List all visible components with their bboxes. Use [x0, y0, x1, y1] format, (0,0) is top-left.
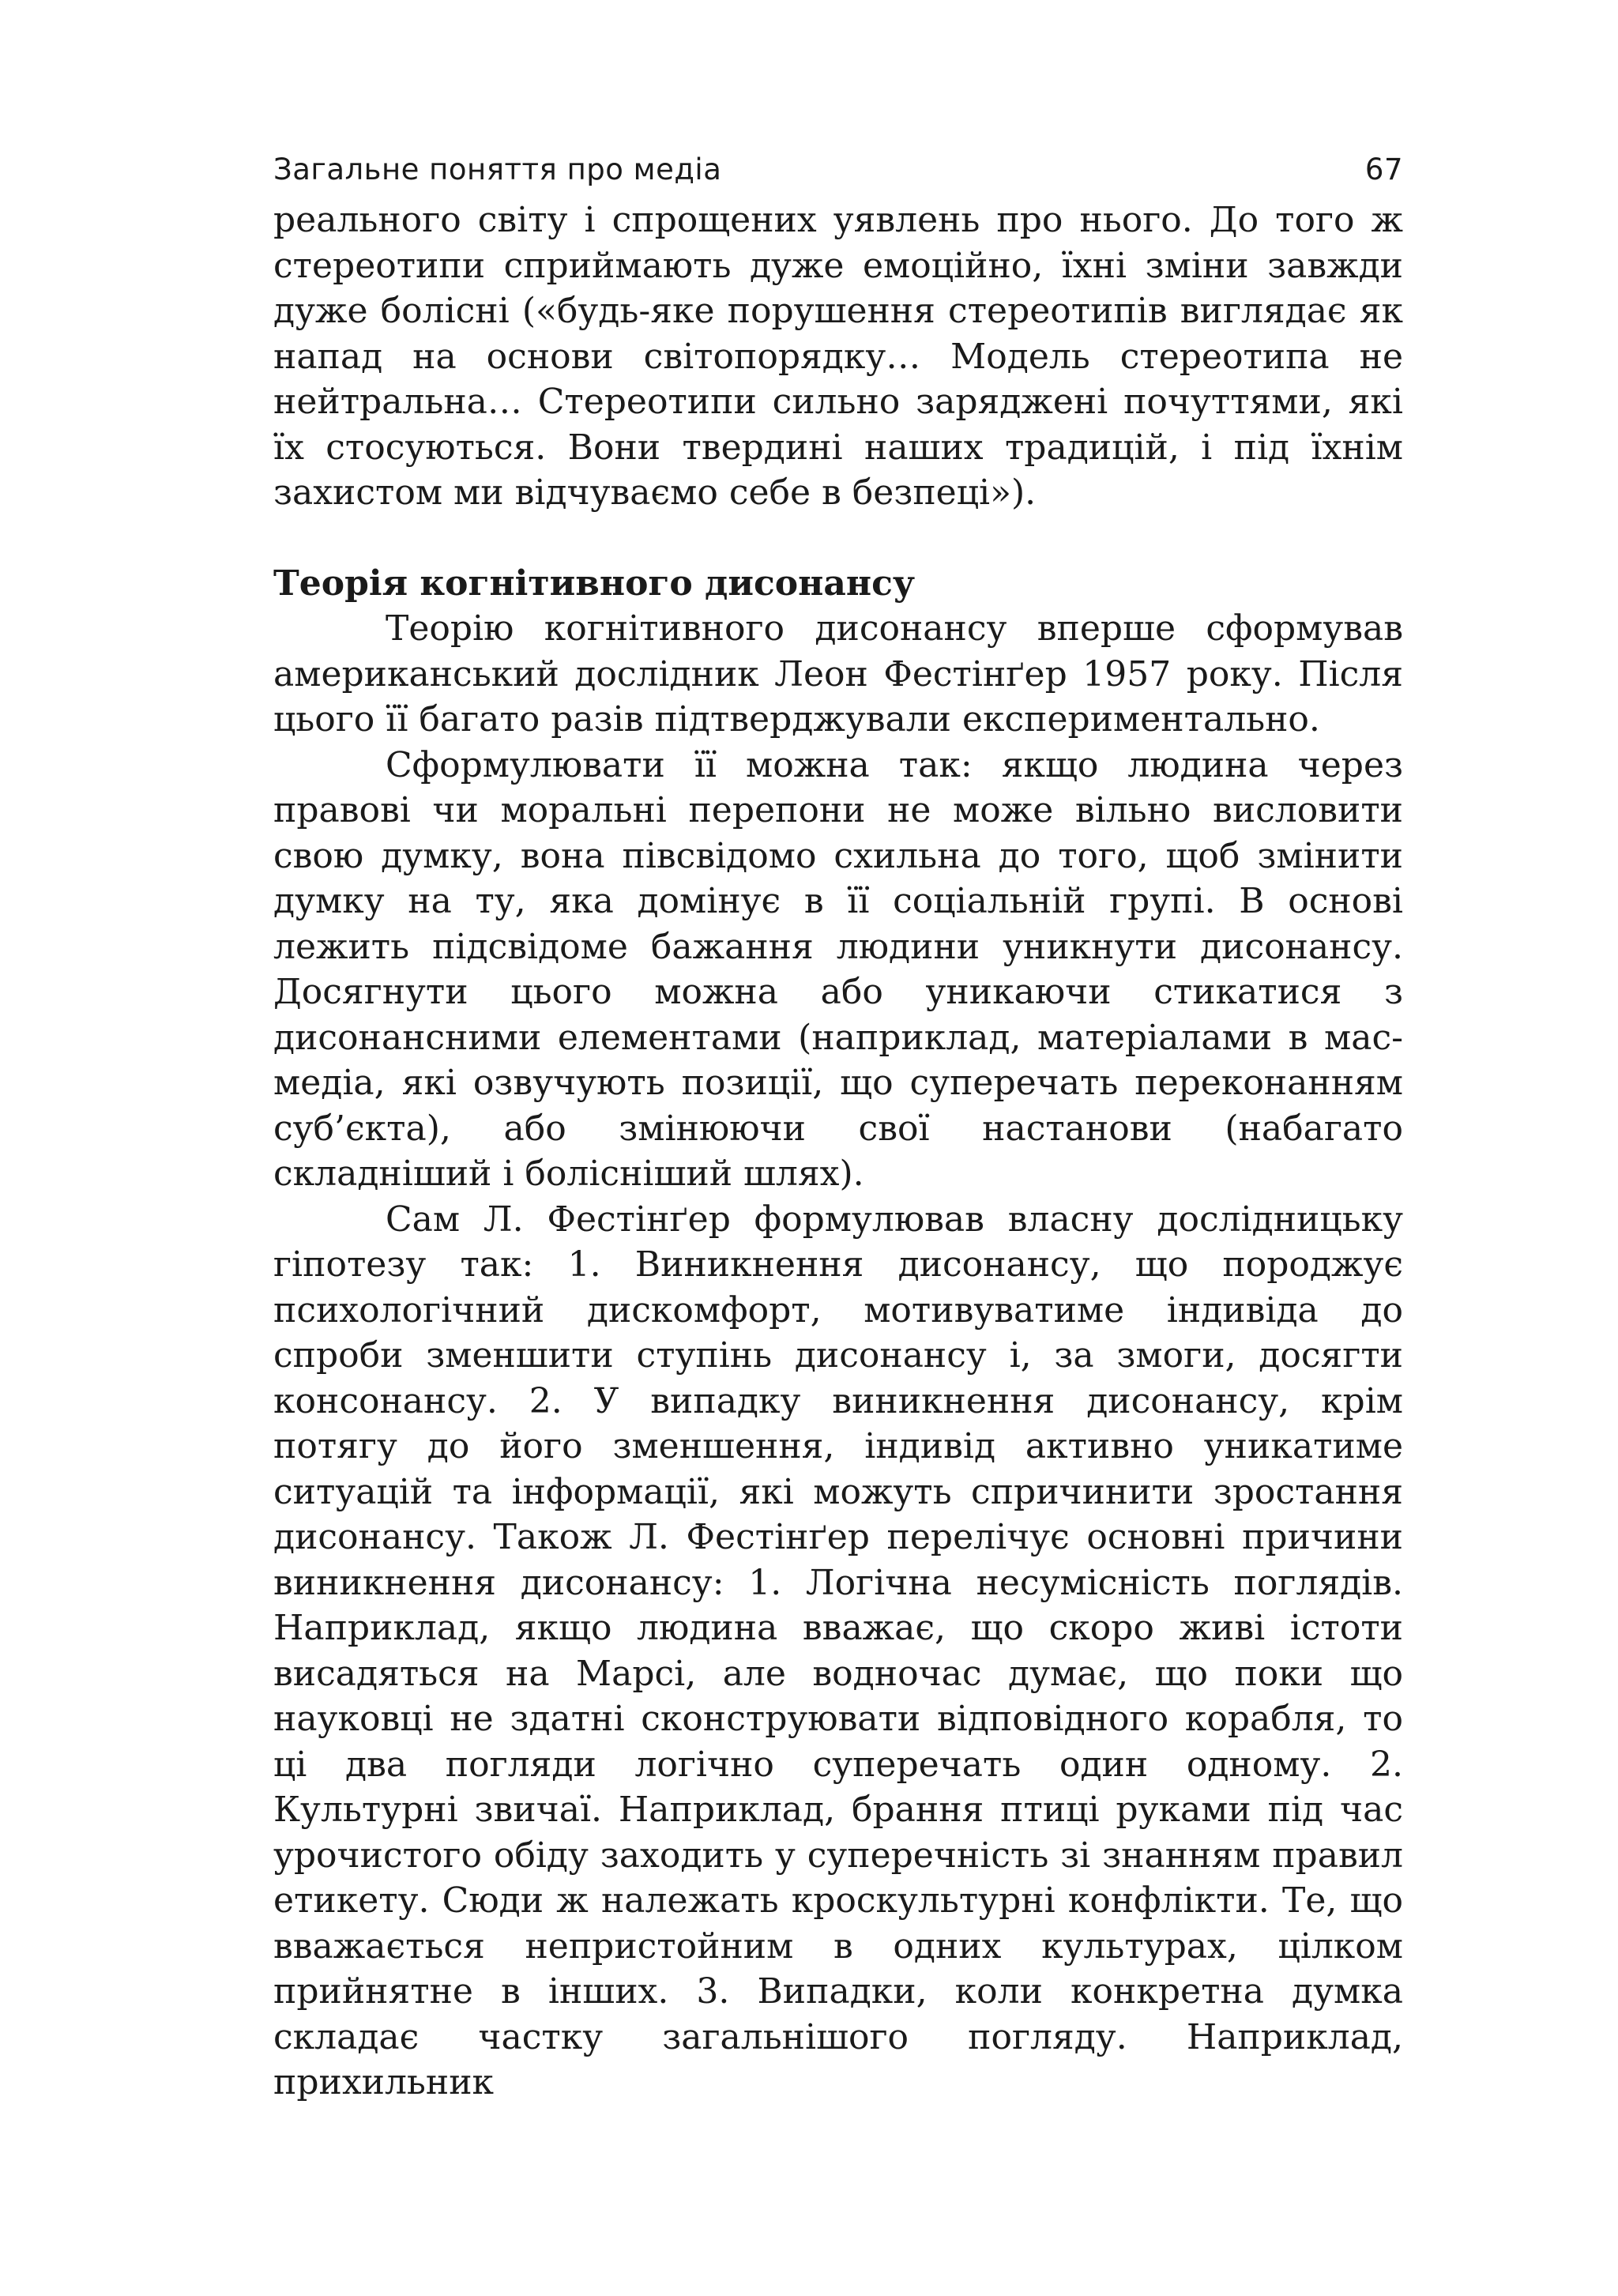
- opening-paragraph: реального світу і спрощених уявлень про нього. До того ж стереотипи сприймають дуже емоційно, їхні зміни завжди дуже болісні («будь-яке порушення стереотипів виглядає як напад на основи світопорядку… Модель стереотипа не нейтральна… Стереотипи сильно заряджені почуттями, які їх стосуються. Вони твердині наших традицій, і під їхнім захистом ми відчуваємо себе в безпеці»).: [273, 200, 1403, 513]
- paragraph-3: Сам Л. Фестінґер формулював власну дослідницьку гіпотезу так: 1. Виникнення дисонансу, що породжує психологічний дискомфорт, мотивуватиме індивіда до спроби зменшити ступінь дисонансу і, за змоги, досягти консонансу. 2. У випадку виникнення дисонансу, крім потягу до його зменшення, індивід активно уникатиме ситуацій та інформації, які можуть спричинити зростання дисонансу. Також Л. Фестінґер перелічує основні причини виникнення дисонансу: 1. Логічна несумісність поглядів. Наприклад, якщо людина вважає, що скоро живі істоти висадяться на Марсі, але водночас думає, що поки що науковці не здатні сконструювати відповідного корабля, то ці два погляди логічно суперечать один одному. 2. Культурні звичаї. Наприклад, брання птиці руками під час урочистого обіду заходить у суперечність зі знанням правил етикету. Сюди ж належать кроскультурні конфлікти. Те, що вважається непристойним в одних культурах, цілком прийнятне в інших. 3. Випадки, коли конкретна думка складає частку загальнішого погляду. Наприклад, прихильник: [273, 1199, 1403, 2102]
- running-header: [273, 142, 1403, 198]
- chapter-title: Загальне поняття про медіа: [273, 152, 722, 186]
- paragraph-1: Теорію когнітивного дисонансу вперше сформував американський дослідник Леон Фестінґер 1957 року. Після цього її багато разів підтверджували експериментально.: [273, 608, 1403, 740]
- body-text: [273, 198, 1403, 2106]
- paragraph-2: Сформулювати її можна так: якщо людина через правові чи моральні перепони не може вільно висловити свою думку, вона півсвідомо схильна до того, щоб змінити думку на ту, яка домінує в її соціальній групі. В основі лежить підсвідоме бажання людини уникнути дисонансу. Досягнути цього можна або уникаючи стикатися з дисонансними елементами (наприклад, матеріалами в мас-медіа, які озвучують позиції, що суперечать переконанням суб’єкта), або змінюючи свої настанови (набагато складніший і болісніший шлях).: [273, 744, 1403, 1194]
- book-page: [273, 142, 1403, 2106]
- page-number: 67: [1364, 152, 1403, 186]
- section-heading: Теорія когнітивного дисонансу: [273, 563, 916, 604]
